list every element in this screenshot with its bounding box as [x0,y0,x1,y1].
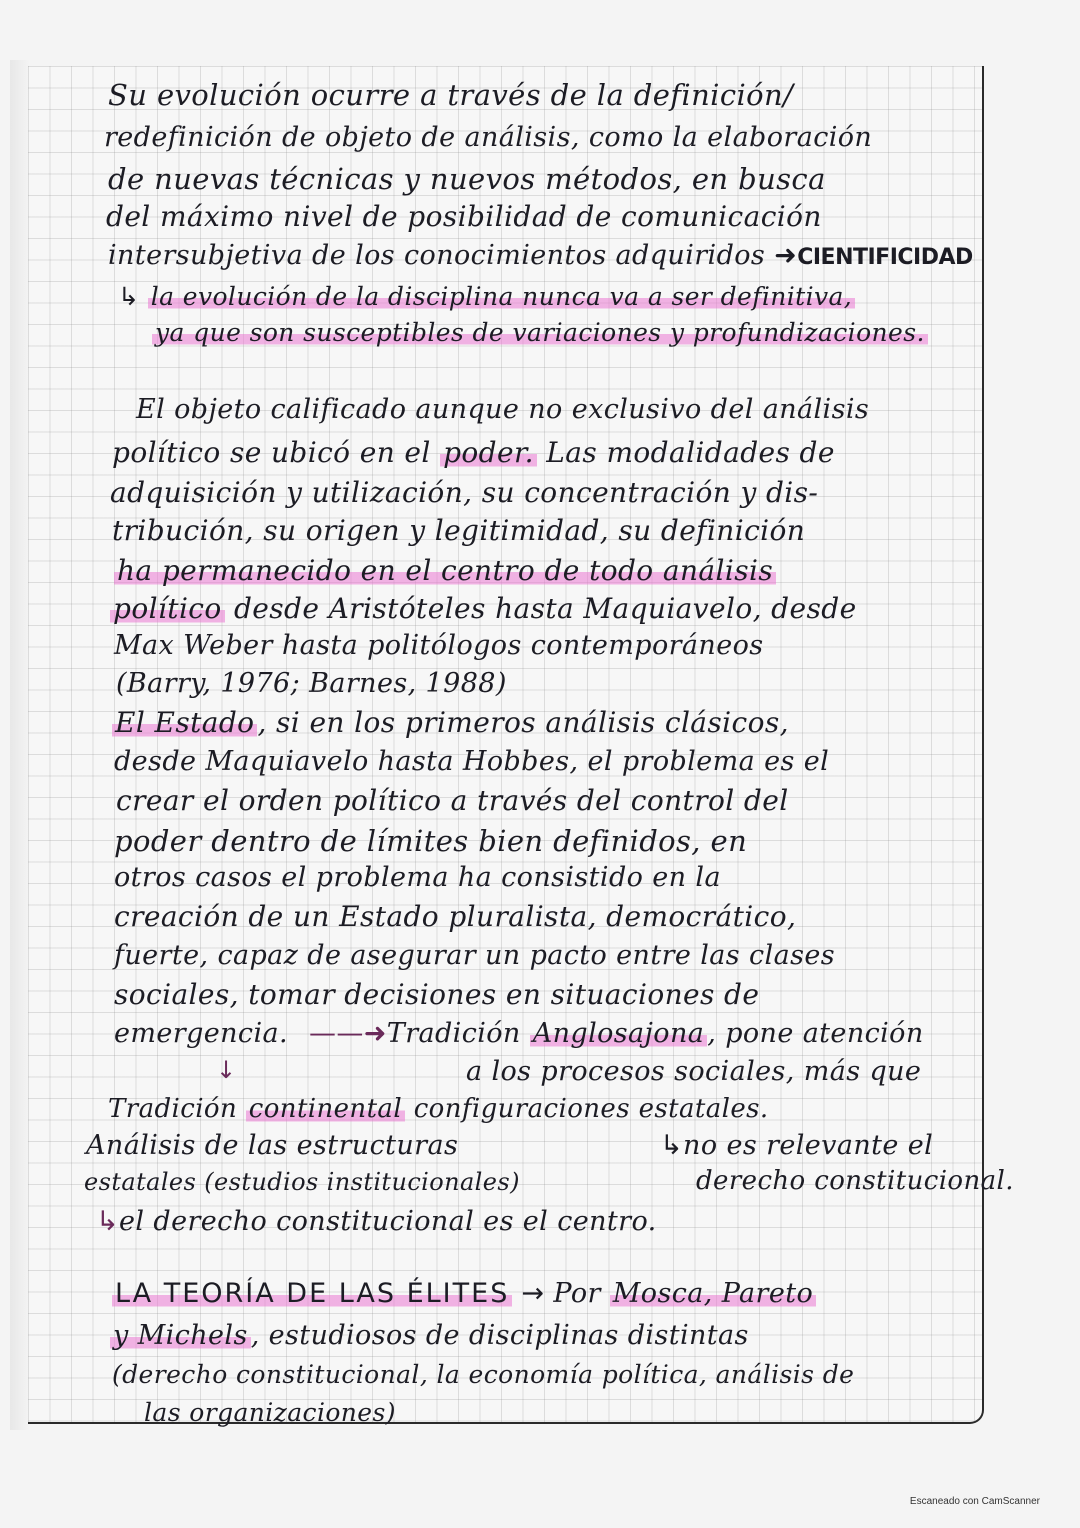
text-line: (derecho constitucional, la economía política, análisis de [112,1360,855,1389]
text-line: estatales (estudios institucionales) [84,1168,520,1196]
text-line: creación de un Estado pluralista, democrático, [114,900,797,933]
text-line: intersubjetiva de los conocimientos adquiridos ➜CIENTIFICIDAD [108,240,973,271]
text-line: a los procesos sociales, más que [466,1056,922,1087]
text-line: El objeto calificado aunque no exclusivo del análisis [136,394,870,425]
text-line: redefinición de objeto de análisis, como la elaboración [104,122,873,153]
text-line: ya que son susceptibles de variaciones y profundizaciones. [152,318,928,347]
arrow-right-icon: ➜ [774,240,798,271]
text-line: Análisis de las estructuras [86,1130,459,1161]
arrow-down-icon: ↓ [216,1056,237,1084]
text-line: del máximo nivel de posibilidad de comunicación [106,200,822,233]
text-line: ↳no es relevante el [660,1130,934,1161]
text-line: derecho constitucional. [696,1166,1014,1196]
scanner-watermark: Escaneado con CamScanner [909,1496,1040,1507]
text-line: fuerte, capaz de asegurar un pacto entre las clases [114,940,835,971]
text-line: las organizaciones) [144,1398,396,1427]
text-line: político se ubicó en el poder. Las modalidades de [112,436,835,469]
text-line: otros casos el problema ha consistido en la [114,862,721,893]
arrow-return-icon: ↳ [96,1206,120,1237]
arrow-right-icon: ——➜ [308,1018,387,1049]
text-line: crear el orden político a través del control del [116,784,789,817]
text-line: ↳el derecho constitucional es el centro. [96,1206,657,1237]
text-line: desde Maquiavelo hasta Hobbes, el problema es el [114,746,830,777]
text-line: de nuevas técnicas y nuevos métodos, en busca [108,162,826,196]
section-heading: LA TEORÍA DE LAS ÉLITES → Por Mosca, Pareto [112,1278,816,1309]
text-line: poder dentro de límites bien definidos, en [114,824,748,858]
page-edge-shadow [10,60,30,1430]
text-line: sociales, tomar decisiones en situaciones de [114,978,760,1011]
text-line: (Barry, 1976; Barnes, 1988) [116,668,507,699]
arrow-right-icon: → [521,1278,545,1309]
text-line: ↳ la evolución de la disciplina nunca va a ser definitiva, [118,282,855,311]
text-line: adquisición y utilización, su concentración y dis- [110,476,819,509]
text-line: Tradición continental configuraciones estatales. [108,1094,769,1124]
text-line: Max Weber hasta politólogos contemporáneos [114,630,764,661]
arrow-return-icon: ↳ [118,282,140,311]
text-line: político desde Aristóteles hasta Maquiavelo, desde [110,592,857,625]
text-line: El Estado , si en los primeros análisis clásicos, [112,706,789,739]
text-line: emergencia. ——➜Tradición Anglosajona , pone atención [114,1018,924,1049]
arrow-return-icon: ↳ [660,1130,684,1161]
text-line: tribución, su origen y legitimidad, su definición [112,514,806,547]
text-line: ha permanecido en el centro de todo análisis [114,554,776,587]
text-line: y Michels , estudiosos de disciplinas distintas [110,1320,749,1351]
text-line: Su evolución ocurre a través de la definición/ [108,78,794,112]
